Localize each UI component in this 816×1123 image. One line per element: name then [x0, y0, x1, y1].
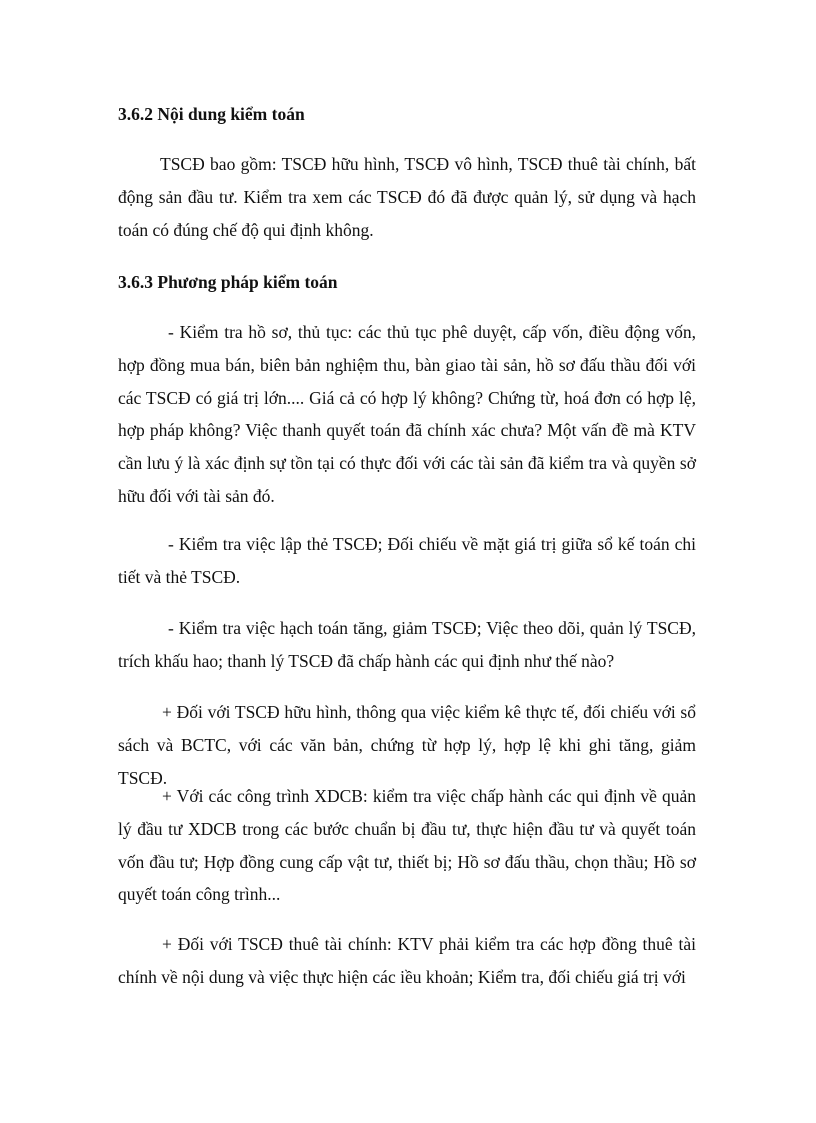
section-heading-method: 3.6.3 Phương pháp kiểm toán [118, 272, 338, 292]
paragraph-tangible-assets: + Đối với TSCĐ hữu hình, thông qua việc kiểm kê thực tế, đối chiếu với sổ sách và BCTC, với các văn bản, chứng từ hợp lý, hợp lệ khi ghi tăng, giảm TSCĐ. [118, 702, 696, 788]
paragraph-records-check: - Kiểm tra hồ sơ, thủ tục: các thủ tục phê duyệt, cấp vốn, điều động vốn, hợp đồng mua bán, biên bản nghiệm thu, bàn giao tài sản, hồ sơ đấu thầu đối với các TSCĐ có giá trị lớn.... Giá cả có hợp lý không? Chứng từ, hoá đơn có hợp lệ, hợp pháp không? Việc thanh quyết toán đã chính xác chưa? Một vấn đề mà KTV cần lưu ý là xác định sự tồn tại có thực đối với các tài sản đã kiểm tra và quyền sở hữu đối với tài sản đó. [118, 322, 696, 506]
paragraph-accounting-check: - Kiểm tra việc hạch toán tăng, giảm TSCĐ; Việc theo dõi, quản lý TSCĐ, trích khấu hao; thanh lý TSCĐ đã chấp hành các qui định như thế nào? [118, 618, 696, 671]
paragraph-asset-card-check: - Kiểm tra việc lập thẻ TSCĐ; Đối chiếu về mặt giá trị giữa sổ kế toán chi tiết và thẻ TSCĐ. [118, 534, 696, 587]
paragraph-asset-scope: TSCĐ bao gồm: TSCĐ hữu hình, TSCĐ vô hình, TSCĐ thuê tài chính, bất động sản đầu tư. Kiểm tra xem các TSCĐ đó đã được quản lý, sử dụng và hạch toán có đúng chế độ qui định không. [118, 154, 696, 240]
paragraph-construction-works: + Với các công trình XDCB: kiểm tra việc chấp hành các qui định về quản lý đầu tư XDCB trong các bước chuẩn bị đầu tư, thực hiện đầu tư và quyết toán vốn đầu tư; Hợp đồng cung cấp vật tư, thiết bị; Hồ sơ đấu thầu, chọn thầu; Hồ sơ quyết toán công trình... [118, 786, 696, 905]
section-heading-content: 3.6.2 Nội dung kiểm toán [118, 104, 305, 124]
paragraph-financial-leases: + Đối với TSCĐ thuê tài chính: KTV phải kiểm tra các hợp đồng thuê tài chính về nội dung và việc thực hiện các iều khoản; Kiểm tra, đối chiếu giá trị với [118, 934, 696, 987]
